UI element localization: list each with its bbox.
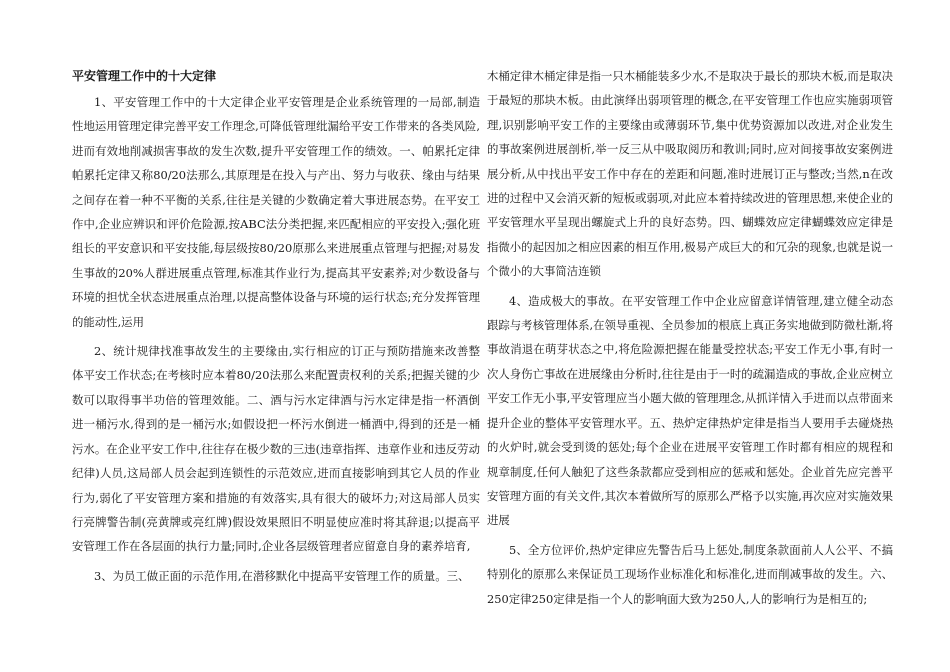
- paragraph-5: [487, 538, 893, 611]
- paragraph-5-text: 5、全方位评价,热炉定律应先警告后马上惩处,制度条款面前人人公平、不搞特别化的原那么来保证员工现场作业标准化和标准化,进而削减事故的发生。六、250定律250定律是指一个人的影响面大致为250人,人的影响行为是相互的;: [487, 542, 893, 606]
- paragraph-1-text: 1、平安管理工作中的十大定律企业平安管理是企业系统管理的一局部,制造性地运用管理定律完善平安工作理念,可降低管理纰漏给平安工作带来的各类风险,进而有效地削减损害事故的发生次数,提升平安管理工作的绩效。一、帕累托定律帕累托定律又称80/20法那么,其原理是在投入与产出、努力与收获、缘由与结果之间存在着一种不平衡的关系,往往是关键的少数确定着大事进展态势。在平安工作中,企业应辨识和评价危险源,按ABC法分类把握,来匹配相应的平安投入;强化班组长的平安意识和平安技能,每层级按80/20原那么来进展重点管理与把握;对易发生事故的20%人群进展重点管理,标准其作业行为,提高其平安素养;对少数设备与环境的担忧全状态进展重点治理,以提高整体设备与环境的运行状态;充分发挥管理的能动性,运用: [72, 95, 480, 329]
- paragraph-4-text: 4、造成极大的事故。在平安管理工作中企业应留意详情管理,建立健全动态跟踪与考核管理体系,在领导重视、全员参加的根底上真正务实地做到防微杜渐,将事故消退在萌芽状态之中,将危险源把握在能量受控状态;平安工作无小事,有时一次人身伤亡事故在进展缘由分析时,往往是由于一时的疏漏造成的事故,企业应树立平安工作无小事,平安管理应当小题大做的管理理念,从抓详情入手进而以点带面来提升企业的整体平安管理水平。五、热炉定律热炉定律是指当人要用手去碰烧热的火炉时,就会受到烫的惩处;每个企业在进展平安管理工作时都有相应的规程和规章制度,任何人触犯了这些条款都应受到相应的惩戒和惩处。企业首先应完善平安管理方面的有关文件,其次本着做所写的原那么严格予以实施,再次应对实施效果进展: [487, 293, 893, 528]
- paragraph-3: [72, 564, 480, 588]
- paragraph-4: [487, 289, 893, 533]
- paragraph-2-text: 2、统计规律找准事故发生的主要缘由,实行相应的订正与预防措施来改善整体平安工作状态;在考核时应本着80/20法那么来配置责权利的关系;把握关键的少数可以取得事半功倍的管理效能。二、酒与污水定律酒与污水定律是指一杯酒倒进一桶污水,得到的是一桶污水;如假设把一杯污水倒进一桶酒中,得到的还是一桶污水。在企业平安工作中,往往存在极少数的三违(违章指挥、违章作业和违反劳动纪律)人员,这局部人员会起到连锁性的示范效应,进而直接影响到其它人员的作业行为,弱化了平安管理方案和措施的有效落实,具有很大的破坏力;对这局部人员实行亮牌警告制(亮黄牌或亮红牌)假设效果照旧不明显使应准时将其辞退;以提高平安管理工作在各层面的执行力量;同时,企业各层级管理者应留意自身的素养培育,: [72, 344, 480, 554]
- left-column: [72, 66, 480, 593]
- right-column: [487, 64, 893, 616]
- paragraph-3-text: 3、为员工做正面的示范作用,在潜移默化中提高平安管理工作的质量。三、: [94, 568, 470, 583]
- paragraph-2: [72, 339, 480, 559]
- paragraph-1: [72, 90, 480, 334]
- paragraph-3-continued-text: 木桶定律木桶定律是指一只木桶能装多少水,不是取决于最长的那块木板,而是取决于最短的那块木板。由此演绎出弱项管理的概念,在平安管理工作也应实施弱项管理,识别影响平安工作的主要缘由或薄弱环节,集中优势资源加以改进,对企业发生的事故案例进展剖析,举一反三从中吸取阅历和教训;同时,应对间接事故安案例进展分析,从中找出平安工作中存在的差距和问题,准时进展订正与整改;当然,n在改进的过程中又会消灭新的短板或弱项,对此应本着持续改进的管理思想,来使企业的平安管理水平呈现出螺旋式上升的良好态势。四、蝴蝶效应定律蝴蝶效应定律是指微小的起因加之相应因素的相互作用,极易产成巨大的和冗杂的现象,也就是说一个微小的大事简洁连锁: [487, 69, 893, 279]
- paragraph-3-continued: [487, 64, 893, 284]
- document-title: 平安管理工作中的十大定律: [72, 69, 217, 83]
